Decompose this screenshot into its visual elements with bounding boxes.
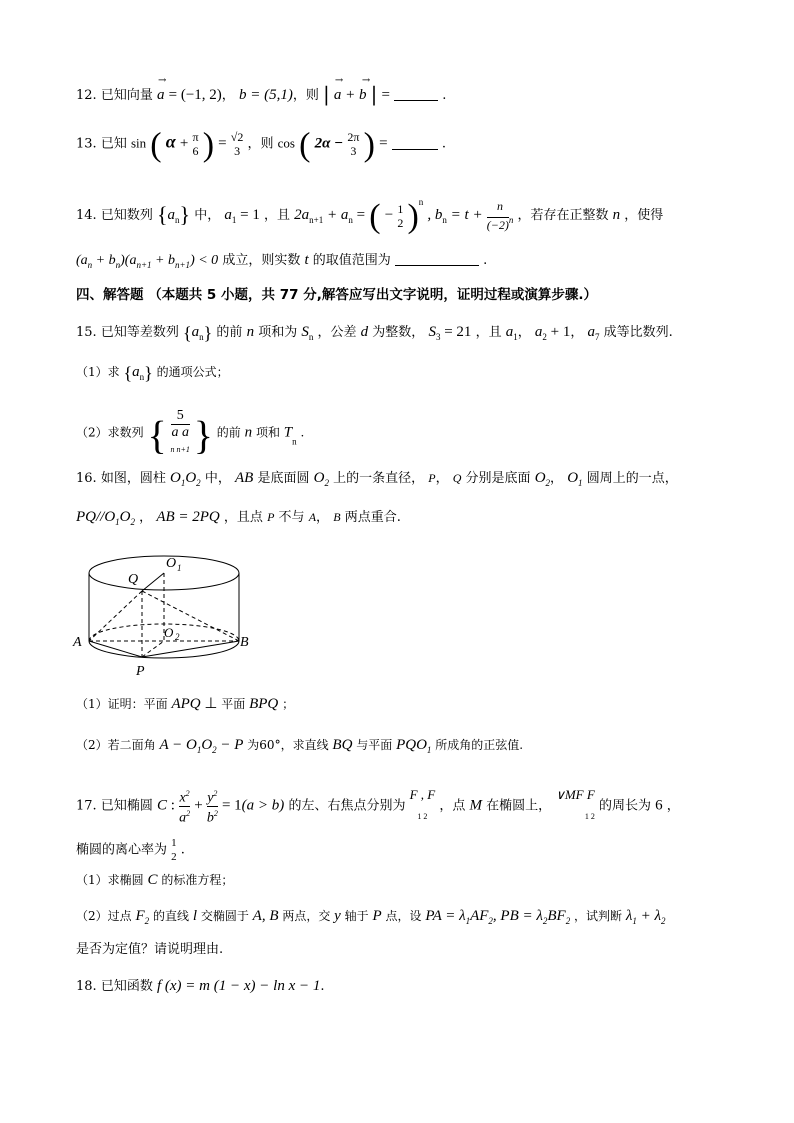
label-O2: O [164,625,174,640]
question-17-part-2: （2）过点 $F_2$ 的直线 l 交椭圆于 A, B 两点，交 y 轴于 P 点，设 PA = $\lambda_1AF_2$, PB = $\lambda_2BF_2$ ，试判断 $\lambda_1 + \lambda_2$ [76,908,666,926]
question-15: 15. 已知等差数列 $\{a_n\}$ 的前 n 项和为 $S_n$ ，公差 d 为整数， $S_3 = 21$ ，且 $a_1$， $a_2 + 1$， $a_7$ 成等比数列. [76,323,673,343]
question-14-cont: $(a_n + b_n)(a_{n+1} + b_{n+1}) < 0$ 成立，则实数 t 的取值范围为 . [76,252,488,270]
answer-blank[interactable] [392,135,438,150]
question-16-cont: $PQ//O_1O_2$ ， AB = 2PQ ，且点 P 不与 A， B 两点重合. [76,509,401,527]
question-13: 13. 已知 sin ( α + π 6 ) = √2 3 ，则 cos ( 2α − 2π 3 ) = . [76,126,446,164]
label-A: A [73,635,82,650]
svg-text:2: 2 [175,632,180,642]
answer-blank[interactable] [395,251,479,266]
question-15-part-2: （2）求数列 { 5 a a n n+1 } 的前 n 项和 $T_n$ . [76,408,305,458]
label-O1: O [166,556,177,571]
question-16: 16. 如图，圆柱 $O_1O_2$ 中， AB 是底面圆 $O_2$ 上的一条直径， P， Q 分别是底面 $O_2$， $O_1$ 圆周上的一点， [76,470,678,488]
question-17: 17. 已知椭圆 C : $\frac{x^2}{a^2}$ + $\frac{y^2}{b^2}$ = 1(a > b) 的左、右焦点分别为 F , F 1 2 ，点 M 在椭圆上， ∨MF F 1 2 的周长为 6 ， [76,787,680,826]
question-17-cont: 椭圆的离心率为 1 2 . [76,837,185,863]
question-14: 14. 已知数列 $\{a_n\}$ 中， $a_1 = 1$ ，且 $2a_{n+1} + a_n$ = ( − 1 2 )$^n$ , $b_n = t$ + n $(-2)^n$ ，若存在正整数 n ，使得 [76,197,664,235]
question-number: 12. [76,88,97,103]
label-P: P [136,664,145,679]
question-16-part-2: （2）若二面角 $A - O_1O_2 - P$ 为60°，求直线 BQ 与平面 $PQO_1$ 所成角的正弦值. [76,737,524,755]
question-15-part-1: （1）求 $\{a_n\}$ 的通项公式； [76,363,229,383]
section-header: 四、解答题 （本题共 5 小题，共 77 分,解答应写出文字说明，证明过程或演算步骤.） [76,287,597,303]
question-17-part-1: （1）求椭圆 C 的标准方程； [76,872,234,888]
label-B: B [240,635,249,650]
question-17-cont-2: 是否为定值？请说明理由. [76,942,224,957]
label-Q: Q [128,572,139,587]
question-16-part-1: （1）证明：平面 APQ ⊥ 平面 BPQ ； [76,696,295,712]
svg-text:1: 1 [177,563,182,573]
question-12: 12. 已知向量 → a = (−1, 2)， b = (5,1)，则 | → → a + b | = . [76,75,447,106]
cylinder-figure [70,545,260,685]
answer-blank[interactable] [394,86,438,101]
question-18: 18. 已知函数 f (x) = m (1 − x) − ln x − 1. [76,978,325,994]
